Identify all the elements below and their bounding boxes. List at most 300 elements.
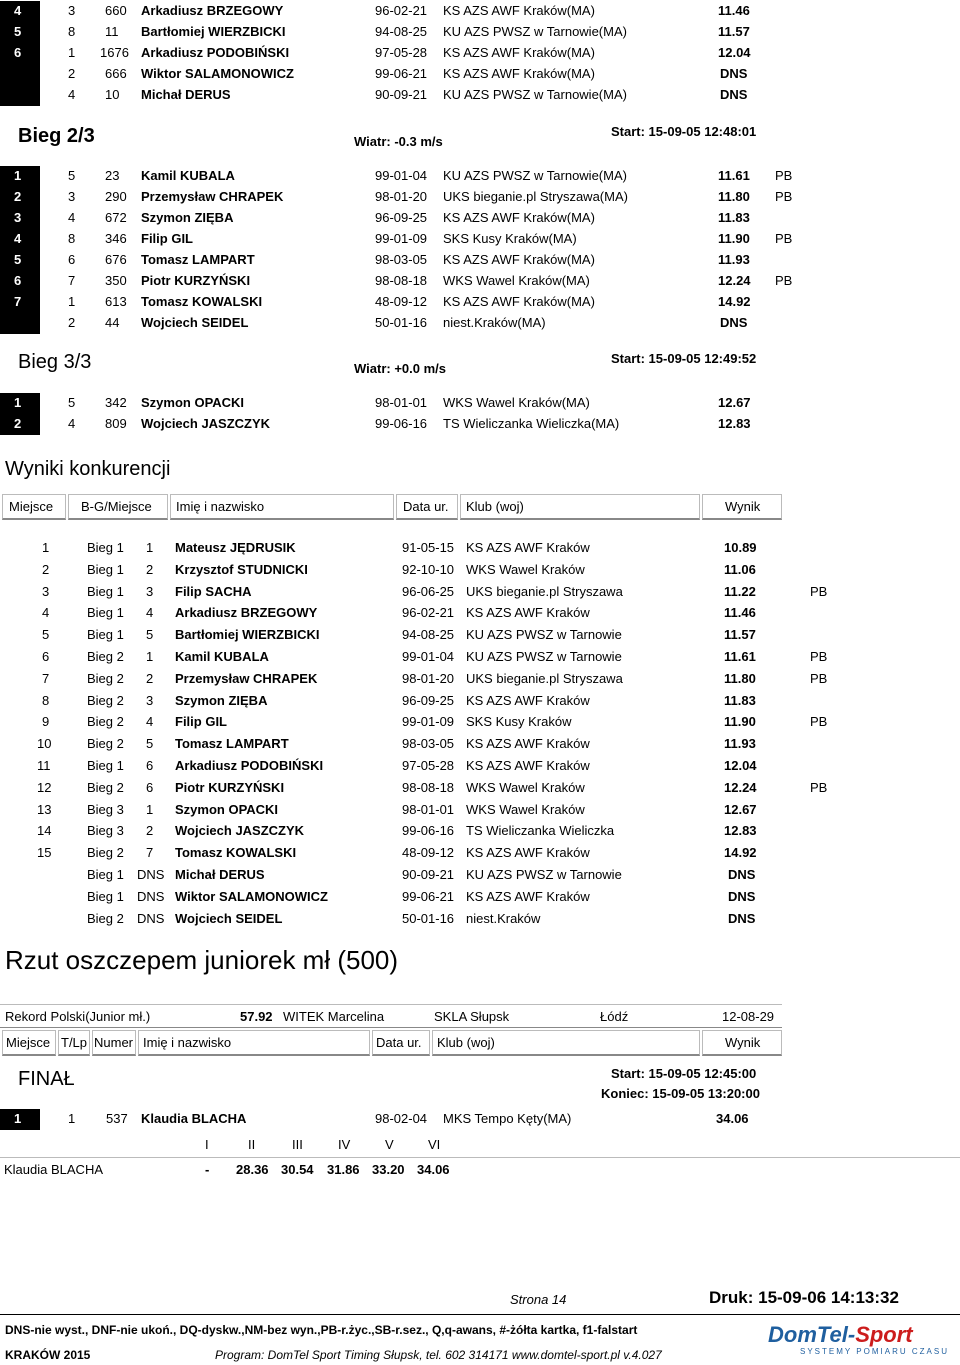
overall-dob: 96-09-25 (402, 692, 455, 708)
heat3-place-cell: 2 (0, 414, 40, 435)
heat2-name: Szymon ZIĘBA (141, 210, 234, 225)
heat2-bib: 613 (105, 294, 127, 309)
overall-hp: 5 (146, 736, 154, 752)
overall-hp: DNS (137, 910, 165, 926)
overall-row (0, 560, 960, 581)
javelin-order: 1 (68, 1111, 76, 1126)
record-city: Łódź (600, 1009, 629, 1024)
heat3-lane: 5 (68, 395, 76, 410)
heat2-row (0, 187, 960, 208)
heat2-lane: 7 (68, 273, 76, 288)
record-club: SKLA Słupsk (434, 1009, 510, 1024)
jav-header-place: Miejsce (2, 1030, 56, 1056)
heat2-lane: 1 (68, 294, 76, 309)
overall-result: 11.57 (724, 627, 756, 643)
heat1-result: DNS (720, 66, 748, 81)
heat3-row (0, 393, 960, 414)
overall-hp: DNS (137, 867, 165, 882)
overall-row (0, 887, 960, 908)
program-info: Program: DomTel Sport Timing Słupsk, tel. 602 314171 www.domtel-sport.pl v.4.027 (215, 1348, 662, 1362)
overall-header-result: Wynik (702, 494, 782, 520)
heat1-place-cell: 5 (0, 22, 40, 43)
attempt-label: I (205, 1137, 209, 1152)
footer-rule (0, 1314, 960, 1315)
heat2-place-cell: 4 (0, 229, 40, 250)
heat2-bib: 23 (105, 168, 120, 183)
heat2-club: KS AZS AWF Kraków(MA) (443, 210, 595, 225)
attempt-label: V (385, 1137, 394, 1152)
heat2-pb: PB (775, 273, 793, 288)
heat2-name: Wojciech SEIDEL (141, 315, 249, 330)
overall-club: SKS Kusy Kraków (466, 714, 572, 730)
javelin-club: MKS Tempo Kęty(MA) (443, 1111, 572, 1126)
overall-dob: 92-10-10 (402, 561, 455, 577)
heat1-row (0, 85, 960, 106)
heat3-dob: 99-06-16 (375, 416, 428, 431)
overall-hp: 5 (146, 627, 154, 643)
overall-hp: 3 (146, 692, 154, 708)
heat3-name: Szymon OPACKI (141, 395, 245, 410)
overall-place: 7 (42, 670, 50, 686)
heat1-result: 11.46 (718, 3, 750, 18)
heat2-bib: 672 (105, 210, 127, 225)
heat2-name: Kamil KUBALA (141, 168, 235, 183)
overall-club: KU AZS PWSZ w Tarnowie (466, 649, 622, 664)
overall-club: KS AZS AWF Kraków (466, 758, 590, 773)
heat2-wind: Wiatr: -0.3 m/s (354, 134, 443, 149)
overall-place: 1 (42, 540, 50, 555)
overall-result: 12.83 (724, 823, 757, 839)
overall-name: Mateusz JĘDRUSIK (175, 540, 296, 555)
overall-heat: Bieg 2 (87, 714, 124, 730)
overall-name: Kamil KUBALA (175, 649, 269, 664)
event-name: KRAKÓW 2015 (5, 1348, 91, 1362)
heat2-bib: 350 (105, 273, 127, 288)
overall-club: KS AZS AWF Kraków (466, 845, 590, 861)
heat1-bib: 11 (105, 24, 119, 39)
heat1-club: KS AZS AWF Kraków(MA) (443, 45, 595, 60)
overall-result: DNS (728, 910, 756, 926)
overall-header-club: Klub (woj) (460, 494, 700, 520)
heat1-club: KU AZS PWSZ w Tarnowie(MA) (443, 87, 627, 102)
javelin-athlete: Klaudia BLACHA (141, 1111, 247, 1126)
record-label: Rekord Polski(Junior mł.) (5, 1009, 151, 1024)
record-value: 57.92 (240, 1009, 273, 1024)
attempt-value: 30.54 (281, 1162, 314, 1177)
overall-name: Wojciech SEIDEL (175, 910, 283, 926)
overall-club: UKS bieganie.pl Stryszawa (466, 583, 623, 599)
heat1-dob: 97-05-28 (375, 45, 428, 60)
heat1-row (0, 43, 960, 64)
attempt-label: II (248, 1137, 256, 1152)
heat2-row (0, 208, 960, 229)
overall-hp: 3 (146, 583, 154, 599)
overall-heat: Bieg 1 (87, 605, 124, 621)
javelin-place-cell: 1 (0, 1109, 40, 1130)
overall-hp: DNS (137, 888, 165, 904)
overall-place: 2 (42, 561, 50, 577)
heat2-club: WKS Wawel Kraków(MA) (443, 273, 590, 288)
overall-name: Arkadiusz PODOBIŃSKI (175, 758, 324, 773)
heat2-result: 14.92 (718, 294, 751, 309)
overall-result: 14.92 (724, 845, 757, 861)
overall-club: niest.Kraków (466, 910, 541, 926)
heat1-bib: 1676 (100, 45, 129, 60)
overall-name: Krzysztof STUDNICKI (175, 561, 308, 577)
overall-dob: 99-06-16 (402, 823, 455, 839)
overall-place: 11 (37, 758, 51, 773)
heat1-row (0, 22, 960, 43)
overall-result: 11.61 (724, 649, 756, 664)
heat2-place-cell (0, 313, 40, 334)
overall-heat: Bieg 2 (87, 692, 124, 708)
overall-heat: Bieg 1 (87, 758, 124, 773)
overall-row (0, 669, 960, 690)
overall-dob: 97-05-28 (402, 758, 455, 773)
heat1-bib: 10 (105, 87, 120, 102)
overall-header-place: Miejsce (2, 494, 66, 520)
overall-dob: 96-06-25 (402, 583, 455, 599)
print-date: Druk: 15-09-06 14:13:32 (709, 1288, 899, 1307)
page-number: Strona 14 (510, 1292, 567, 1307)
heat1-club: KS AZS AWF Kraków(MA) (443, 3, 595, 18)
overall-dob: 99-06-21 (402, 888, 455, 904)
heat2-name: Piotr KURZYŃSKI (141, 273, 251, 288)
overall-result: 11.83 (724, 692, 756, 708)
overall-hp: 2 (146, 561, 154, 577)
attempt-label: VI (428, 1137, 441, 1152)
overall-header-heat: B-G/Miejsce (68, 494, 168, 520)
heat1-club: KU AZS PWSZ w Tarnowie(MA) (443, 24, 627, 39)
attempts-athlete: Klaudia BLACHA (4, 1162, 103, 1177)
overall-result: 11.93 (724, 736, 756, 752)
heat2-place-cell: 3 (0, 208, 40, 229)
javelin-bib: 537 (106, 1111, 128, 1126)
overall-row (0, 800, 960, 821)
overall-club: TS Wieliczanka Wieliczka (466, 823, 615, 839)
overall-header-name: Imię i nazwisko (170, 494, 394, 520)
overall-result: 12.67 (724, 801, 757, 817)
heat2-name: Tomasz KOWALSKI (141, 294, 263, 309)
overall-row (0, 734, 960, 755)
overall-result: 11.90 (724, 714, 756, 730)
attempt-label: IV (338, 1137, 351, 1152)
heat2-dob: 96-09-25 (375, 210, 428, 225)
jav-header-name: Imię i nazwisko (138, 1030, 370, 1056)
heat3-club: WKS Wawel Kraków(MA) (443, 395, 590, 410)
overall-result: DNS (728, 867, 756, 882)
heat3-title: Bieg 3/3 (18, 351, 92, 373)
overall-club: WKS Wawel Kraków (466, 561, 585, 577)
jav-header-order: T/Lp (58, 1030, 90, 1056)
heat1-result: 11.57 (718, 24, 750, 39)
heat2-name: Przemysław CHRAPEK (141, 189, 284, 204)
heat2-place-cell: 2 (0, 187, 40, 208)
heat1-lane: 4 (68, 87, 76, 102)
overall-place: 5 (42, 627, 50, 643)
overall-row (0, 909, 960, 930)
overall-result: 12.04 (724, 758, 757, 773)
heat1-name: Arkadiusz PODOBIŃSKI (141, 45, 290, 60)
heat2-lane: 6 (68, 252, 76, 267)
heat3-club: TS Wieliczanka Wieliczka(MA) (443, 416, 620, 431)
heat3-result: 12.83 (718, 416, 751, 431)
overall-result: 12.24 (724, 779, 757, 795)
overall-dob: 91-05-15 (402, 540, 455, 555)
overall-heat: Bieg 3 (87, 823, 124, 839)
overall-heat: Bieg 1 (87, 867, 124, 882)
attempts-separator (0, 1157, 960, 1158)
overall-place: 9 (42, 714, 50, 730)
heat2-club: UKS bieganie.pl Stryszawa(MA) (443, 189, 628, 204)
heat2-club: SKS Kusy Kraków(MA) (443, 231, 577, 246)
overall-heat: Bieg 1 (87, 540, 124, 555)
heat1-club: KS AZS AWF Kraków(MA) (443, 66, 595, 81)
heat2-club: KS AZS AWF Kraków(MA) (443, 294, 595, 309)
heat2-club: KS AZS AWF Kraków(MA) (443, 252, 595, 267)
attempt-value: - (205, 1162, 210, 1177)
heat1-name: Michał DERUS (141, 87, 231, 102)
overall-name: Piotr KURZYŃSKI (175, 779, 285, 795)
heat1-row (0, 64, 960, 85)
overall-name: Szymon ZIĘBA (175, 692, 268, 708)
heat2-club: KU AZS PWSZ w Tarnowie(MA) (443, 168, 627, 183)
heat2-row (0, 271, 960, 292)
overall-dob: 98-08-18 (402, 779, 455, 795)
heat2-row (0, 229, 960, 250)
overall-club: KS AZS AWF Kraków (466, 736, 590, 752)
heat2-name: Filip GIL (141, 231, 193, 246)
heat2-lane: 4 (68, 210, 76, 225)
legend: DNS-nie wyst., DNF-nie ukoń., DQ-dyskw.,NM-bez wyn.,PB-r.życ.,SB-r.sez., Q,q-awans, #-żółta kartka, f1-falstart (5, 1323, 638, 1337)
overall-heat: Bieg 1 (87, 561, 124, 577)
heat1-place-cell: 6 (0, 43, 40, 64)
heat3-name: Wojciech JASZCZYK (141, 416, 271, 431)
heat2-pb: PB (775, 231, 793, 246)
javelin-result: 34.06 (716, 1111, 749, 1126)
record-holder: WITEK Marcelina (283, 1009, 385, 1024)
overall-name: Przemysław CHRAPEK (175, 670, 318, 686)
overall-dob: 94-08-25 (402, 627, 455, 643)
overall-hp: 6 (146, 758, 154, 773)
overall-name: Filip GIL (175, 714, 227, 730)
overall-place: 6 (42, 649, 50, 664)
heat2-pb: PB (775, 168, 793, 183)
overall-club: KS AZS AWF Kraków (466, 540, 590, 555)
heat2-dob: 98-08-18 (375, 273, 428, 288)
heat2-dob: 99-01-09 (375, 231, 428, 246)
overall-club: KU AZS PWSZ w Tarnowie (466, 627, 622, 643)
overall-place: 10 (37, 736, 52, 752)
overall-name: Filip SACHA (175, 583, 252, 599)
heat1-name: Wiktor SALAMONOWICZ (141, 66, 294, 81)
heat2-title: Bieg 2/3 (18, 125, 95, 147)
overall-name: Tomasz LAMPART (175, 736, 289, 752)
attempt-value: 28.36 (236, 1162, 269, 1177)
jav-header-dob: Data ur. (372, 1030, 430, 1056)
overall-header-dob: Data ur. (396, 494, 458, 520)
overall-heat: Bieg 1 (87, 583, 124, 599)
overall-pb: PB (810, 670, 828, 686)
overall-row (0, 865, 960, 886)
overall-result: 11.46 (724, 605, 756, 621)
heat2-result: 11.93 (718, 252, 750, 267)
overall-row (0, 603, 960, 624)
heat1-name: Arkadiusz BRZEGOWY (141, 3, 284, 18)
overall-result: 11.06 (724, 561, 756, 577)
heat2-result: 11.83 (718, 210, 750, 225)
overall-dob: 99-01-09 (402, 714, 455, 730)
heat2-place-cell: 7 (0, 292, 40, 313)
overall-pb: PB (810, 583, 828, 599)
heat2-bib: 346 (105, 231, 127, 246)
heat1-lane: 1 (68, 45, 76, 60)
overall-heat: Bieg 2 (87, 779, 124, 795)
heat2-row (0, 313, 960, 334)
overall-dob: 98-01-01 (402, 801, 455, 817)
overall-dob: 50-01-16 (402, 910, 455, 926)
heat1-row (0, 1, 960, 22)
final-title: FINAŁ (18, 1068, 75, 1090)
overall-dob: 99-01-04 (402, 649, 455, 664)
overall-place: 13 (37, 801, 52, 817)
overall-club: KU AZS PWSZ w Tarnowie (466, 867, 622, 882)
overall-hp: 7 (146, 845, 154, 861)
heat1-lane: 2 (68, 66, 76, 81)
heat2-result: 12.24 (718, 273, 751, 288)
overall-name: Wiktor SALAMONOWICZ (175, 888, 328, 904)
overall-row (0, 647, 960, 668)
overall-heat: Bieg 2 (87, 845, 124, 861)
overall-heat: Bieg 2 (87, 736, 124, 752)
overall-place: 8 (42, 692, 50, 708)
heat2-lane: 3 (68, 189, 76, 204)
heat3-place-cell: 1 (0, 393, 40, 414)
overall-heat: Bieg 3 (87, 801, 124, 817)
heat2-pb: PB (775, 189, 793, 204)
javelin-dob: 98-02-04 (375, 1111, 428, 1126)
overall-name: Arkadiusz BRZEGOWY (175, 605, 318, 621)
heat2-dob: 99-01-04 (375, 168, 428, 183)
overall-hp: 1 (146, 801, 154, 817)
overall-club: KS AZS AWF Kraków (466, 692, 590, 708)
heat3-wind: Wiatr: +0.0 m/s (354, 361, 447, 376)
overall-club: KS AZS AWF Kraków (466, 888, 590, 904)
jav-header-bib: Numer (92, 1030, 136, 1056)
attempt-value: 31.86 (327, 1162, 360, 1177)
overall-row (0, 538, 960, 559)
heat1-bib: 660 (105, 3, 127, 18)
record-date: 12-08-29 (722, 1009, 775, 1024)
overall-pb: PB (810, 779, 828, 795)
heat2-result: DNS (720, 315, 748, 330)
heat1-place-cell (0, 85, 40, 106)
overall-row (0, 582, 960, 603)
heat1-dob: 99-06-21 (375, 66, 428, 81)
heat2-bib: 676 (105, 252, 127, 267)
overall-row (0, 821, 960, 842)
overall-place: 15 (37, 845, 52, 861)
attempt-label: III (292, 1137, 303, 1152)
heat1-dob: 94-08-25 (375, 24, 428, 39)
overall-title: Wyniki konkurencji (5, 458, 171, 480)
overall-hp: 4 (146, 714, 154, 730)
final-start: Start: 15-09-05 12:45:00 (611, 1066, 757, 1081)
overall-name: Michał DERUS (175, 867, 265, 882)
overall-place: 3 (42, 583, 50, 599)
heat2-result: 11.80 (718, 189, 750, 204)
heat2-dob: 98-03-05 (375, 252, 428, 267)
heat1-result: DNS (720, 87, 748, 102)
overall-hp: 2 (146, 670, 154, 686)
heat2-name: Tomasz LAMPART (141, 252, 255, 267)
domtel-logo-subtitle: SYSTEMY POMIARU CZASU (800, 1347, 949, 1356)
overall-dob: 98-01-20 (402, 670, 455, 686)
heat1-dob: 90-09-21 (375, 87, 428, 102)
overall-pb: PB (810, 649, 828, 664)
overall-heat: Bieg 1 (87, 627, 124, 643)
heat2-result: 11.90 (718, 231, 750, 246)
heat3-result: 12.67 (718, 395, 751, 410)
overall-row (0, 625, 960, 646)
overall-place: 12 (37, 779, 52, 795)
overall-dob: 98-03-05 (402, 736, 455, 752)
heat2-lane: 5 (68, 168, 76, 183)
heat2-dob: 50-01-16 (375, 315, 428, 330)
overall-place: 14 (37, 823, 52, 839)
record-row (0, 1004, 782, 1028)
heat3-row (0, 414, 960, 435)
heat2-place-cell: 5 (0, 250, 40, 271)
heat2-bib: 290 (105, 189, 127, 204)
heat2-lane: 2 (68, 315, 76, 330)
overall-row (0, 712, 960, 733)
heat3-bib: 809 (105, 416, 127, 431)
heat2-dob: 48-09-12 (375, 294, 428, 309)
heat2-place-cell: 1 (0, 166, 40, 187)
overall-hp: 1 (146, 649, 154, 664)
overall-heat: Bieg 2 (87, 649, 124, 664)
overall-dob: 48-09-12 (402, 845, 455, 861)
overall-name: Bartłomiej WIERZBICKI (175, 627, 320, 643)
overall-result: 11.22 (724, 583, 756, 599)
overall-hp: 4 (146, 605, 154, 621)
heat2-start: Start: 15-09-05 12:48:01 (611, 124, 757, 139)
heat2-row (0, 292, 960, 313)
overall-heat: Bieg 1 (87, 888, 124, 904)
heat1-result: 12.04 (718, 45, 751, 60)
heat1-dob: 96-02-21 (375, 3, 428, 18)
overall-result: 11.80 (724, 670, 756, 686)
overall-heat: Bieg 2 (87, 910, 124, 926)
heat3-lane: 4 (68, 416, 76, 431)
final-end: Koniec: 15-09-05 13:20:00 (601, 1086, 760, 1101)
overall-name: Wojciech JASZCZYK (175, 823, 305, 839)
overall-club: WKS Wawel Kraków (466, 779, 585, 795)
overall-result: 10.89 (724, 540, 757, 555)
jav-header-result: Wynik (702, 1030, 782, 1056)
overall-result: DNS (728, 888, 756, 904)
attempt-value: 33.20 (372, 1162, 405, 1177)
overall-dob: 96-02-21 (402, 605, 455, 621)
heat2-row (0, 166, 960, 187)
heat3-bib: 342 (105, 395, 127, 410)
overall-club: WKS Wawel Kraków (466, 801, 585, 817)
heat3-dob: 98-01-01 (375, 395, 428, 410)
overall-name: Tomasz KOWALSKI (175, 845, 297, 861)
attempt-value: 34.06 (417, 1162, 450, 1177)
overall-hp: 2 (146, 823, 154, 839)
